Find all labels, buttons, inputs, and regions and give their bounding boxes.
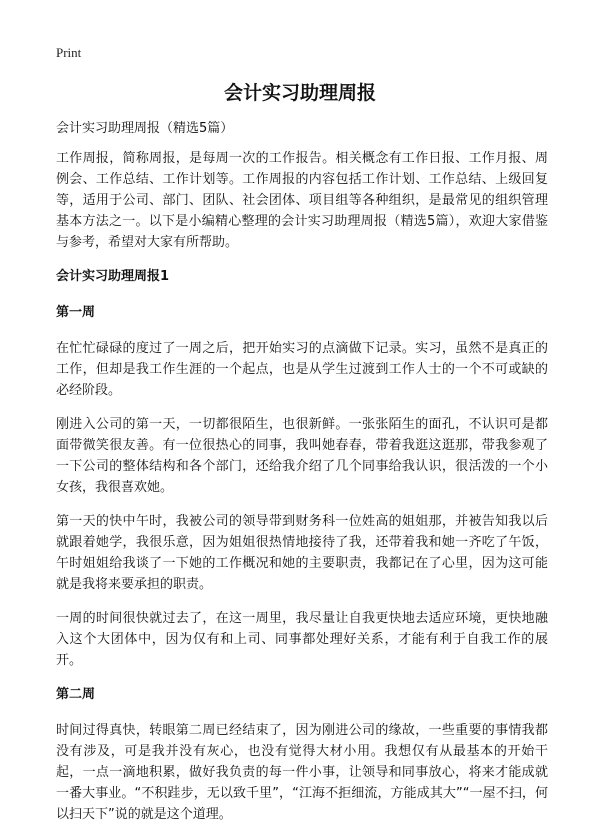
intro-paragraph: 工作周报，简称周报，是每周一次的工作报告。相关概念有工作日报、工作月报、周例会、工作总结、工作计划等。工作周报的内容包括工作计划、工作总结、上级回复等，适用于公司、部门、团队、社会团体、项目组等各种组织，是最常见的组织管理基本方法之一。以下是小编精心整理的会计实习助理周报（精选5篇），欢迎大家借鉴与参考，希望对大家有所帮助。	[56, 151, 548, 250]
document-body	[56, 118, 548, 838]
week2-heading: 第二周	[56, 687, 96, 702]
report-heading: 会计实习助理周报1	[56, 269, 170, 284]
print-link[interactable]: Print	[56, 45, 82, 60]
document-subtitle: 会计实习助理周报（精选5篇）	[56, 121, 234, 136]
week1-paragraph: 在忙忙碌碌的度过了一周之后，把开始实习的点滴做下记录。实习，虽然不是真正的工作，但却是我工作生涯的一个起点，也是从学生过渡到工作人士的一个不可或缺的必经阶段。	[56, 341, 548, 398]
week1-paragraph: 第一天的快中午时，我被公司的领导带到财务科一位姓高的姐姐那，并被告知我以后就跟着她学，我很乐意，因为姐姐很热情地接待了我，还带着我和她一齐吃了午饭，午时姐姐给我谈了一下她的工作概况和她的主要职责，我都记在了心里，因为这可能就是我将来要承担的职责。	[56, 514, 548, 592]
week1-heading: 第一周	[56, 305, 96, 320]
week2-paragraph: 时间过得真快，转眼第二周已经结束了，因为刚进公司的缘故，一些重要的事情我都没有涉及，可是我并没有灰心，也没有觉得大材小用。我想仅有从最基本的开始干起，一点一滴地积累，做好我负责的每一件小事，让领导和同事放心，将来才能成就一番大事业。“不积跬步，无以致千里”，“江海不拒细流，方能成其大”“一屋不扫，何以扫天下”说的就是这个道理。	[56, 723, 548, 822]
week1-paragraph: 一周的时间很快就过去了，在这一周里，我尽量让自我更快地去适应环境，更快地融入这个大团体中，因为仅有和上司、同事都处理好关系，才能有利于自我工作的展开。	[56, 611, 548, 668]
page-title: 会计实习助理周报	[223, 82, 376, 104]
week1-paragraph: 刚进入公司的第一天，一切都很陌生，也很新鲜。一张张陌生的面孔，不认识可是都面带微笑很友善。有一位很热心的同事，我叫她春春，带着我逛这逛那，带我参观了一下公司的整体结构和各个部门，还给我介绍了几个同事给我认识，很活泼的一个小女孩，我很喜欢她。	[56, 417, 548, 495]
